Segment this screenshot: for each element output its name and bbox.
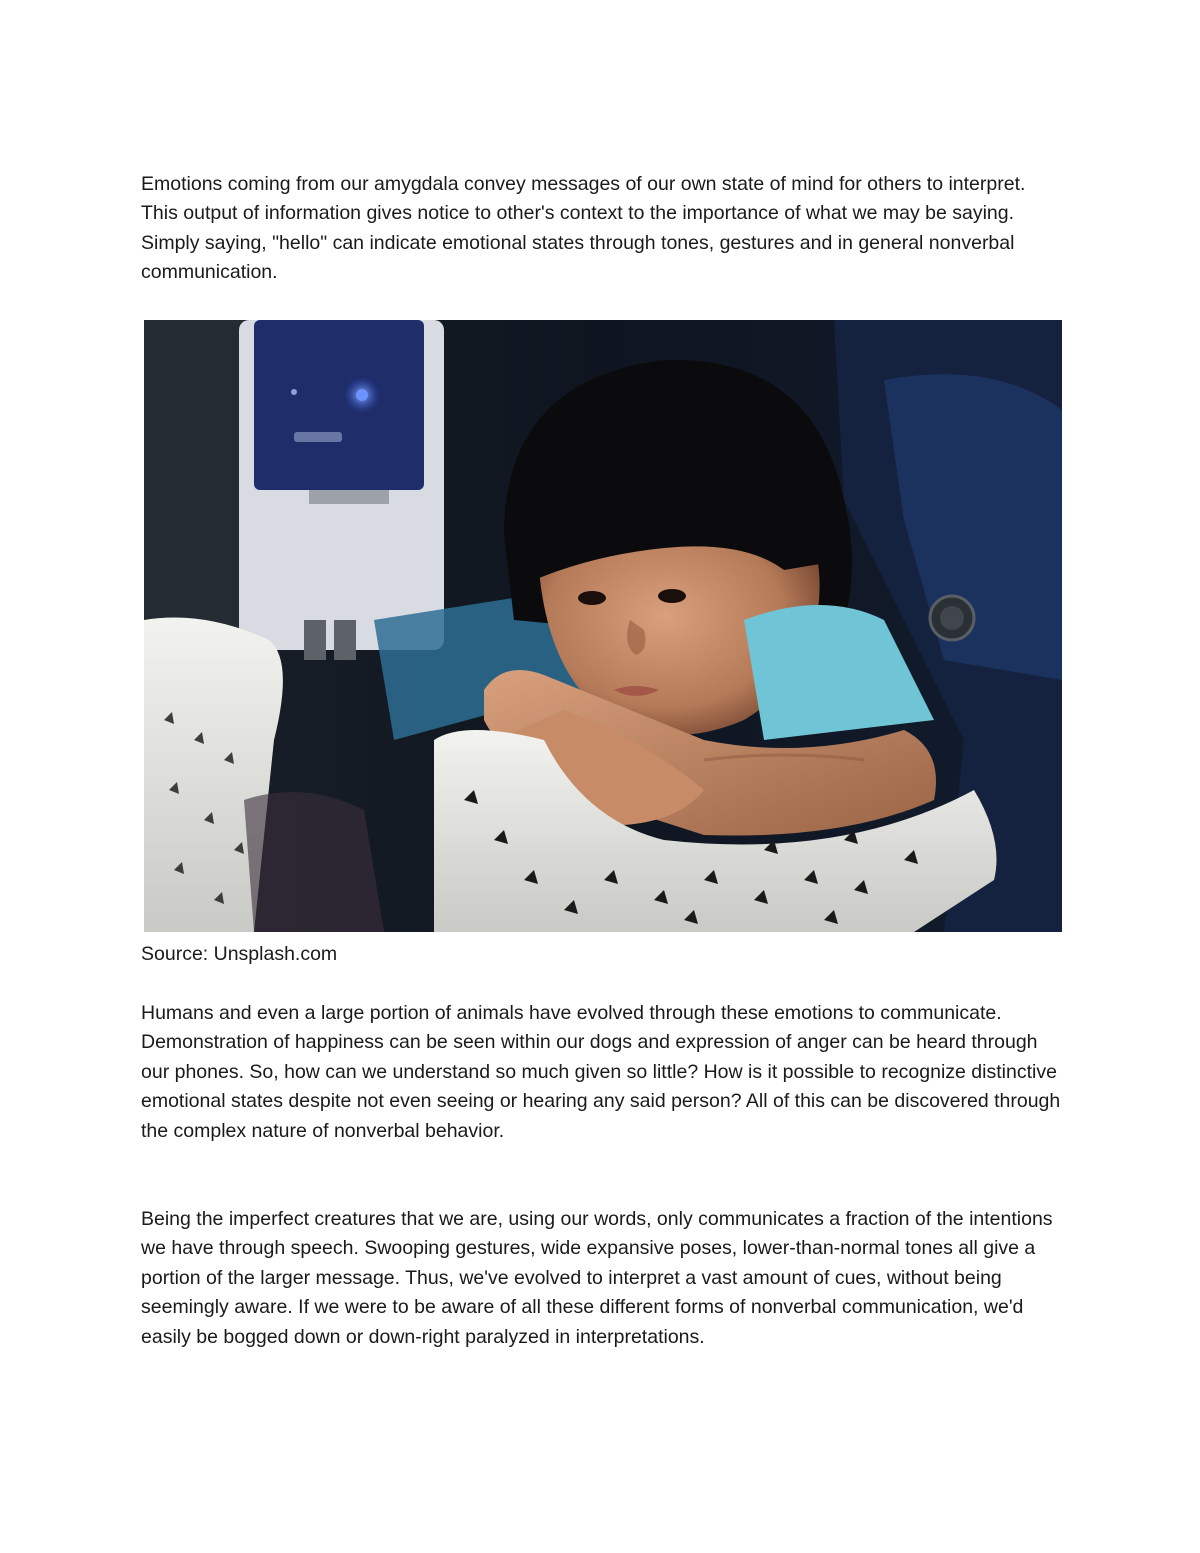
- image-caption: Source: Unsplash.com: [141, 943, 338, 965]
- photo-child-on-chair: [144, 320, 1062, 932]
- paragraph-imperfect-creatures: Being the imperfect creatures that we are, using our words, only communicates a fraction of the intentions we have through speech. Swooping gestures, wide expansive poses, lower-than-normal tones all give a portion of the larger message. Thus, we've evolved to interpret a vast amount of cues, without being seemingly aware. If we were to be aware of all these different forms of nonverbal communication, we'd easily be bogged down or down-right paralyzed in interpretations.: [141, 1208, 1053, 1348]
- paragraph-evolution: Humans and even a large portion of animals have evolved through these emotions to communicate. Demonstration of happiness can be seen within our dogs and expression of anger can be heard through our phones. So, how can we understand so much given so little? How is it possible to recognize distinctive emotional states despite not even seeing or hearing any said person? All of this can be discovered through the complex nature of nonverbal behavior.: [141, 1002, 1061, 1142]
- paragraph-intro: Emotions coming from our amygdala convey messages of our own state of mind for others to interpret. This output of information gives notice to other's context to the importance of what we may be saying. Simply saying, "hello" can indicate emotional states through tones, gestures and in general nonverbal communication.: [141, 173, 1026, 284]
